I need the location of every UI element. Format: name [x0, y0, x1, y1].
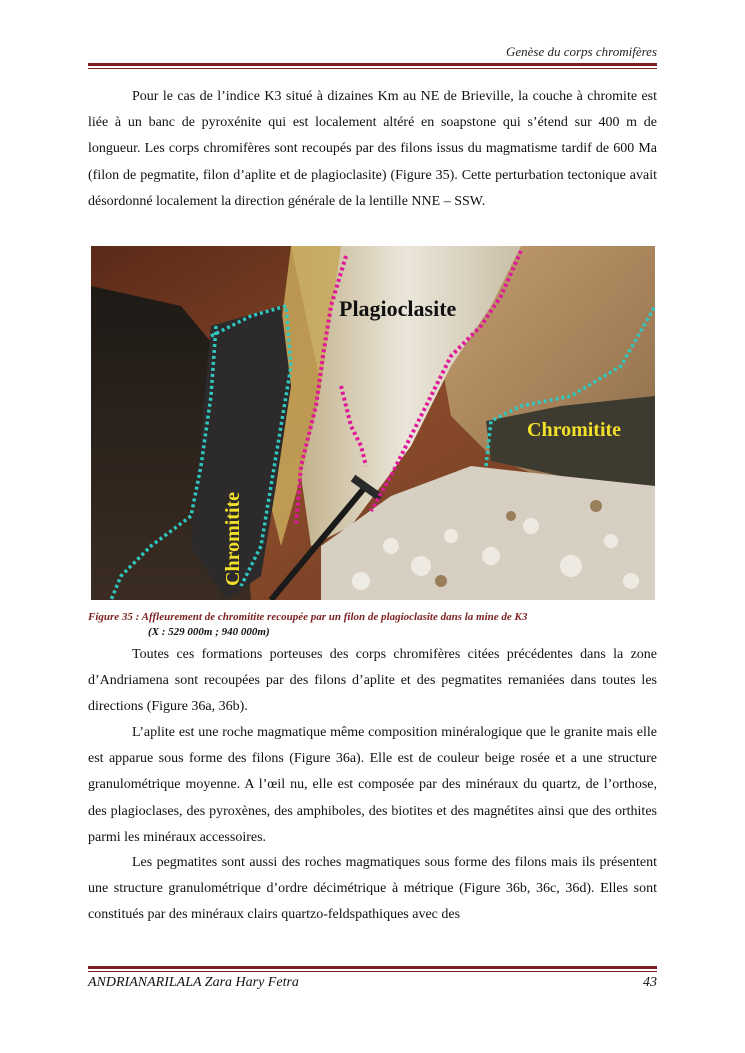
footer-rule-thin: [88, 971, 657, 972]
footer-author: ANDRIANARILALA Zara Hary Fetra: [88, 975, 299, 990]
paragraph-1: Pour le cas de l’indice K3 situé à dizaines Km au NE de Brieville, la couche à chromite est liée à un banc de pyroxénite qui est localement altéré en soapstone qui s’étend sur 400 m de longueur. Les corps chromifères sont recoupés par des filons issus du magmatisme tardif de 600 Ma (filon de pegmatite, filon d’aplite et de plagioclasite) (Figure 35). Cette perturbation tectonique avait désordonné localement la direction générale de la lentille NNE – SSW.: [88, 89, 657, 209]
header-rule-thin: [88, 68, 657, 69]
figure-caption: [88, 610, 657, 640]
caption-coordinates: (X : 529 000m ; 940 000m): [148, 626, 270, 638]
caption-text: Figure 35 : Affleurement de chromitite recoupée par un filon de plagioclasite dans la mine de K3: [88, 611, 528, 623]
paragraph-3: L’aplite est une roche magmatique même composition minéralogique que le granite mais elle est apparue sous forme des filons (Figure 36a). Elle est de couleur beige rosée et a une structure granulométrique moyenne. A l’œil nu, elle est composée par des minéraux du quartz, de l’orthose, des plagioclases, des pyroxènes, des amphiboles, des biotites et des magnétites ainsi que des orthites parmi les minéraux accessoires.: [88, 725, 657, 845]
paragraph-2: Toutes ces formations porteuses des corps chromifères citées précédentes dans la zone d’Andriamena sont recoupées par des filons d’aplite et des pegmatites remaniées dans toutes les directions (Figure 36a, 36b).: [88, 647, 657, 715]
page-number: 43: [643, 975, 657, 990]
label-chromitite-right: Chromitite: [527, 419, 622, 441]
footer-rule: [88, 966, 657, 969]
running-header: Genèse du corps chromifères: [505, 44, 657, 59]
paragraph-4: Les pegmatites sont aussi des roches magmatiques sous forme des filons mais ils présentent une structure granulométrique d’ordre décimétrique à métrique (Figure 36b, 36c, 36d). Elles sont constitués par des minéraux clairs quartzo-feldspathiques avec des: [88, 855, 657, 923]
figure-35-photo: [91, 246, 655, 600]
label-plagioclasite: Plagioclasite: [339, 296, 457, 321]
header-rule: [88, 63, 657, 66]
label-chromitite-left: Chromitite: [222, 491, 244, 586]
